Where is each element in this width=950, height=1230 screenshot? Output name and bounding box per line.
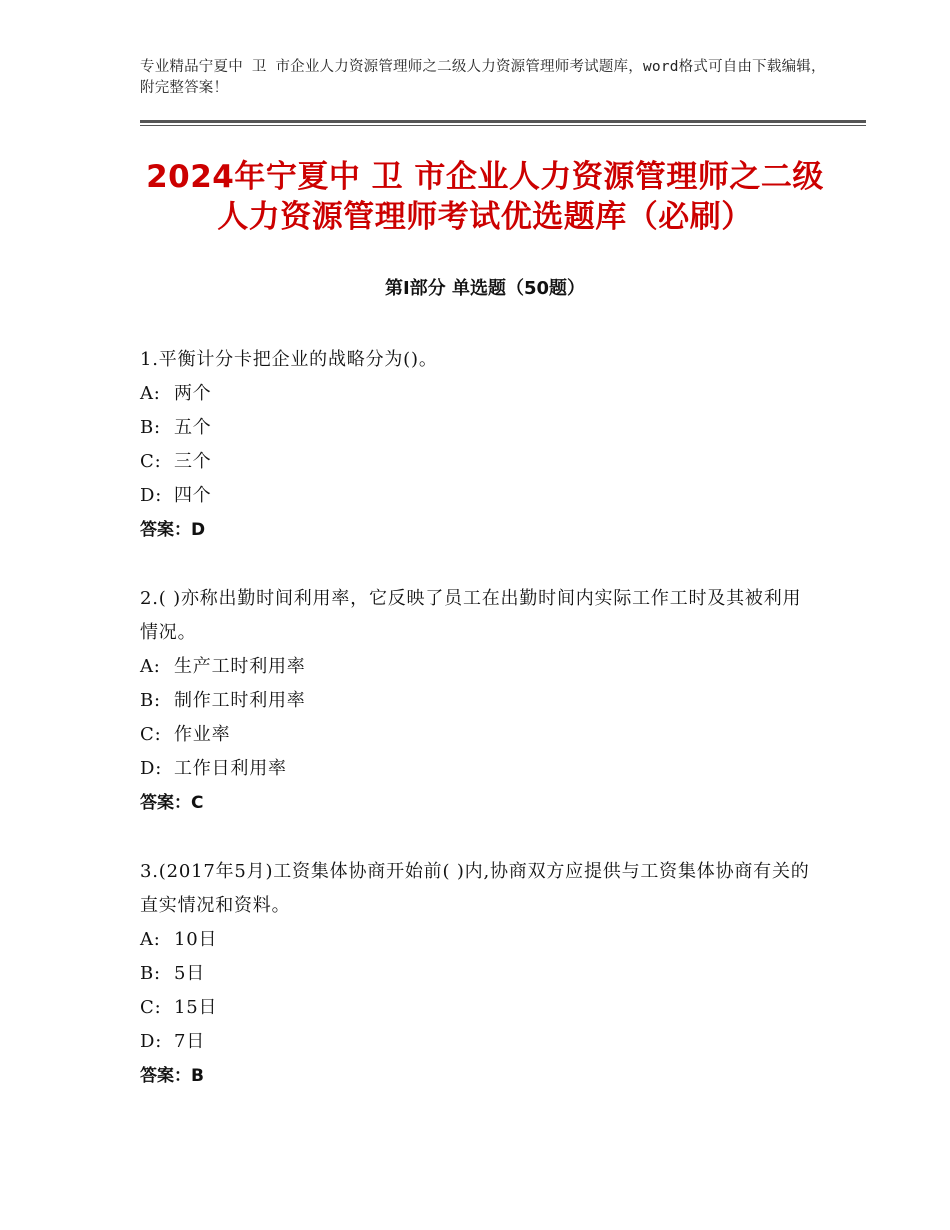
option-b	[140, 684, 820, 718]
option-text: 五个	[174, 417, 212, 438]
option-text: 工作日利用率	[174, 758, 287, 779]
option-c	[140, 718, 820, 752]
option-text: 作业率	[174, 724, 231, 745]
question-2	[140, 582, 820, 820]
option-letter: B:	[140, 417, 161, 438]
option-letter: B:	[140, 690, 161, 711]
answer: 答案：D	[140, 520, 206, 540]
question-3	[140, 855, 820, 1093]
question-list	[140, 343, 820, 1128]
header-note: 专业精品宁夏中 卫 市企业人力资源管理师之二级人力资源管理师考试题库，word格式可自由下载编辑，附完整答案！	[140, 59, 826, 96]
option-text: 制作工时利用率	[174, 690, 306, 711]
option-c	[140, 445, 820, 479]
option-text: 10日	[174, 929, 218, 950]
answer: 答案：C	[140, 793, 204, 813]
option-a	[140, 650, 820, 684]
option-letter: D:	[140, 485, 163, 506]
option-text: 两个	[174, 383, 212, 404]
header-rule-thick	[140, 120, 866, 123]
question-1	[140, 343, 820, 547]
document-title: 2024年宁夏中 卫 市企业人力资源管理师之二级人力资源管理师考试优选题库（必刷）	[146, 159, 824, 235]
option-letter: C:	[140, 997, 162, 1018]
option-text: 7日	[174, 1031, 206, 1052]
option-b	[140, 957, 820, 991]
option-b	[140, 411, 820, 445]
section-title: 第Ⅰ部分 单选题（50题）	[384, 278, 585, 299]
option-letter: A:	[140, 656, 161, 677]
question-stem: 2.( )亦称出勤时间利用率，它反映了员工在出勤时间内实际工作工时及其被利用情况。	[140, 588, 802, 643]
option-c	[140, 991, 820, 1025]
option-letter: B:	[140, 963, 161, 984]
option-letter: C:	[140, 451, 162, 472]
answer: 答案：B	[140, 1066, 204, 1086]
option-a	[140, 377, 820, 411]
header-rule-thin	[140, 125, 866, 126]
option-text: 生产工时利用率	[174, 656, 306, 677]
option-letter: A:	[140, 383, 161, 404]
option-letter: C:	[140, 724, 162, 745]
option-d	[140, 479, 820, 513]
option-d	[140, 1025, 820, 1059]
option-text: 三个	[174, 451, 212, 472]
option-letter: A:	[140, 929, 161, 950]
option-d	[140, 752, 820, 786]
option-letter: D:	[140, 758, 163, 779]
option-letter: D:	[140, 1031, 163, 1052]
question-stem: 1.平衡计分卡把企业的战略分为()。	[140, 349, 438, 370]
option-a	[140, 923, 820, 957]
option-text: 四个	[174, 485, 212, 506]
option-text: 15日	[174, 997, 218, 1018]
option-text: 5日	[174, 963, 206, 984]
question-stem: 3.(2017年5月)工资集体协商开始前( )内,协商双方应提供与工资集体协商有关的直实情况和资料。	[140, 861, 810, 916]
